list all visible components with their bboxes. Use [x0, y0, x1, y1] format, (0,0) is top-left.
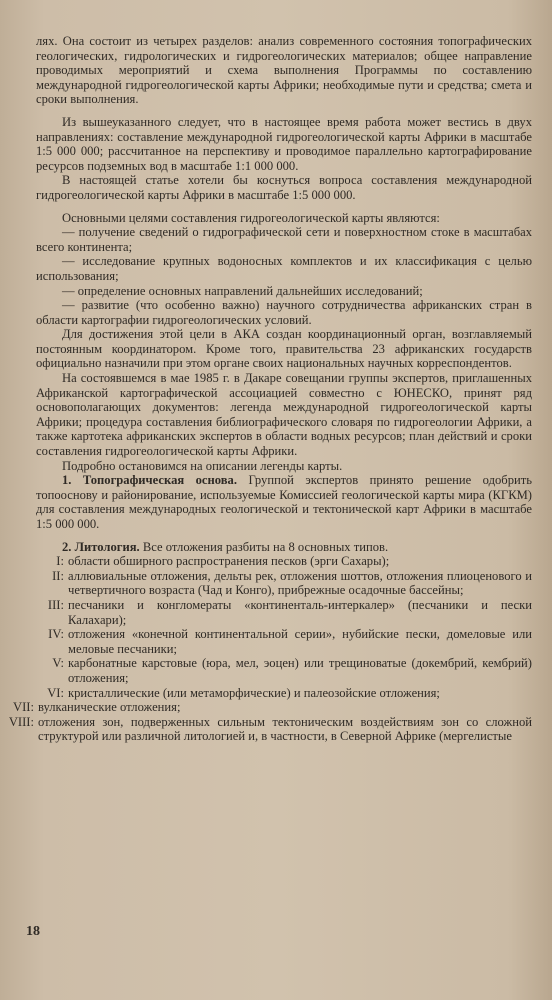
type-number: III:	[47, 597, 64, 612]
list-item	[2, 715, 532, 744]
list-item	[36, 686, 532, 701]
type-number: VIII:	[8, 714, 34, 729]
type-text: вулканические отложения;	[38, 700, 181, 715]
lithology-types-list	[8, 554, 532, 744]
list-item	[36, 598, 532, 627]
section-text: Все отложения разбиты на 8 основных типов.	[139, 539, 389, 554]
type-number: IV:	[48, 627, 64, 642]
bullet-item: — получение сведений о гидрографической сети и поверхностном стоке в масштабах всего континента;	[36, 225, 532, 254]
paragraph-directions: Из вышеуказанного следует, что в настоящее время работа может вестись в двух направлениях: составление международной гидрогеологической карты Африки в масштабе 1:5 000 000; рассчитанное на перспективу и проводимое параллельно картографирование ресурсов подземных вод в масштабе 1:1 000 000.	[36, 114, 532, 173]
paragraph-legend-intro: Подробно остановимся на описании легенды карты.	[62, 458, 343, 473]
type-text: области обширного распространения песков (эрги Сахары);	[68, 554, 390, 569]
type-text: карбонатные карстовые (юра, мел, эоцен) или трещиноватые (докембрий, кембрий) отложения;	[68, 656, 532, 685]
section-title: 2. Литология.	[62, 539, 140, 554]
list-item	[2, 700, 532, 715]
type-text: отложения зон, подверженных сильным тектоническим воздействиям зон со сложной структурой или различной литологией и, в частности, в Северной Африке (мергелистые	[38, 714, 532, 744]
section-lithology	[36, 540, 532, 555]
type-text: аллювиальные отложения, дельты рек, отложения шоттов, отложения плиоценового и четвертичного возраста (Чад и Конго), прибрежные осадочные бассейны;	[68, 568, 532, 598]
type-number: V:	[52, 656, 64, 671]
paragraph-goals: Основными целями составления гидрогеологической карты являются:	[62, 210, 440, 225]
type-text: песчаники и конгломераты «континенталь-интеркалер» (песчаники и пески Калахари);	[68, 597, 532, 627]
bullet-item: — исследование крупных водоносных комплектов и их классификация с целью использования;	[36, 254, 532, 283]
list-item	[36, 627, 532, 656]
section-text: Группой экспертов принято решение одобрить топооснову и районирование, используемые Комиссией геологической карты мира (КГКМ) для составления международных геологической и тектонической карт Африки в масштабе 1:5 000 000.	[36, 473, 533, 531]
type-text: отложения «конечной континентальной серии», нубийские пески, домеловые или меловые песчаники;	[68, 627, 532, 656]
paragraph-intro: лях. Она состоит из четырех разделов: анализ современного состояния топографических геологических, гидрологических и гидрогеологических материалов; общее направление проводимых мероприятий и схема выполнения Программы по составлению международной гидрогеологической карты Африки; необходимые пути и средства; смета и сроки выполнения.	[36, 34, 532, 107]
type-number: II:	[52, 568, 64, 583]
page-number: 18	[26, 924, 40, 939]
type-number: VI:	[47, 685, 64, 700]
section-topographic-base	[36, 473, 532, 531]
paragraph-article-scope: В настоящей статье хотели бы коснуться вопроса составления международной гидрогеологической карты Африки в масштабе 1:5 000 000.	[36, 173, 532, 202]
type-text: кристаллические (или метаморфические) и палеозойские отложения;	[68, 685, 440, 700]
paragraph-coordination: Для достижения этой цели в АКА создан координационный орган, возглавляемый постоянным координатором. Кроме того, правительства 23 африканских государств официально назначили при этом органе своих национальных научных корреспондентов.	[36, 327, 532, 371]
list-item	[36, 656, 532, 685]
list-item	[36, 554, 532, 569]
type-number: I:	[56, 554, 64, 569]
section-title: 1. Топографическая основа.	[62, 473, 237, 488]
type-number: VII:	[13, 700, 34, 715]
list-item	[36, 569, 532, 598]
bullet-item: — развитие (что особенно важно) научного сотрудничества африканских стран в области картографии гидрогеологических условий.	[36, 298, 532, 327]
paragraph-dakar-meeting: На состоявшемся в мае 1985 г. в Дакаре совещании группы экспертов, приглашенных Африканской картографической ассоциацией совместно с ЮНЕСКО, принят ряд основополагающих документов: легенда международной гидрогеологической карты Африки; процедура составления библиографического словаря по гидрогеологии Африки, а также картотека африканских экспертов в области водных ресурсов; план действий и сроки составления гидрогеологической карты Африки.	[36, 371, 532, 459]
bullet-item: — определение основных направлений дальнейших исследований;	[62, 283, 423, 298]
document-page	[8, 34, 533, 744]
